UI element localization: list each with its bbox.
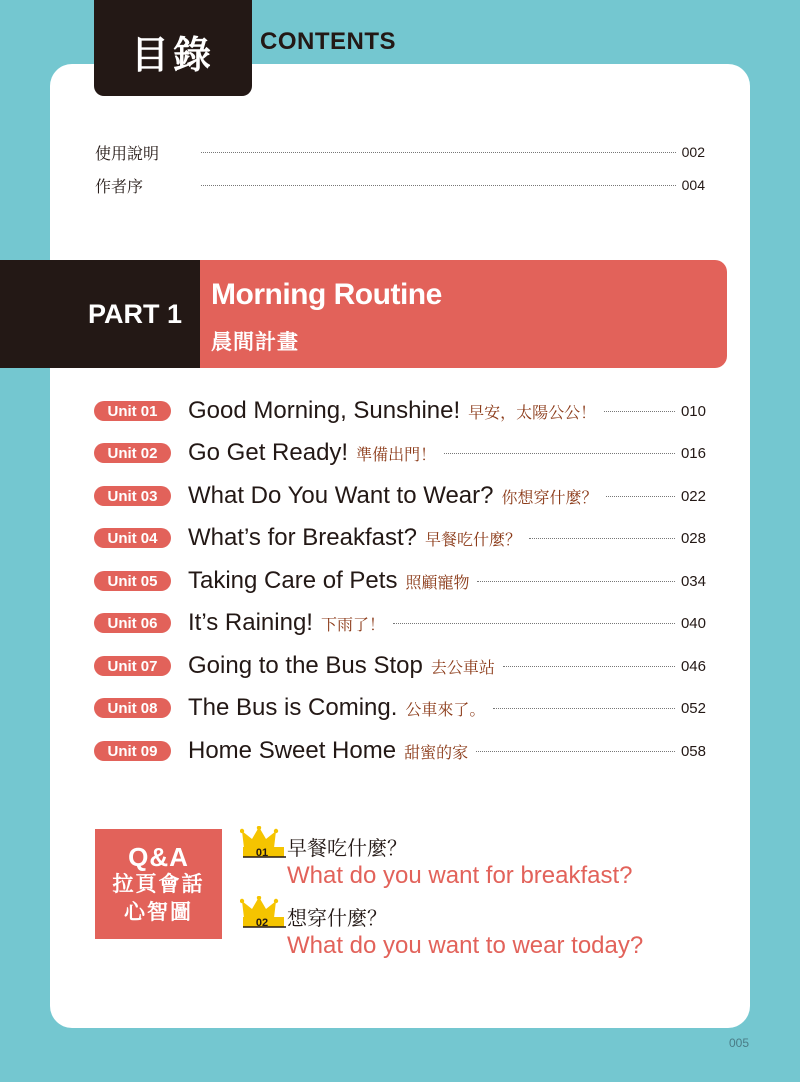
qa-number: 01 — [255, 847, 269, 858]
unit-title-en: Going to the Bus Stop — [188, 652, 423, 679]
qa-number: 02 — [255, 917, 269, 928]
unit-title-zh: 公車來了。 — [405, 701, 486, 719]
page-ref: 002 — [681, 144, 705, 160]
front-matter-label: 作者序 — [95, 178, 144, 196]
page-ref: 058 — [680, 742, 706, 760]
dot-leader — [493, 708, 675, 709]
qa-box-title: Q&A — [128, 842, 189, 872]
toc-title-zh: 目錄 — [130, 34, 215, 77]
qa-question-zh: 想穿什麼？ — [287, 908, 387, 930]
unit-badge: Unit 02 — [94, 443, 171, 463]
qa-question-en: What do you want to wear today? — [287, 932, 644, 959]
unit-title-zh: 照顧寵物 — [405, 574, 470, 592]
front-matter-row[interactable] — [95, 140, 705, 164]
unit-title-en: The Bus is Coming. — [188, 694, 398, 721]
page-ref: 046 — [680, 657, 706, 675]
unit-row[interactable] — [94, 396, 706, 426]
unit-badge: Unit 01 — [94, 401, 171, 421]
unit-title-en: It’s Raining! — [188, 609, 313, 636]
crown-icon — [240, 896, 286, 928]
unit-title-zh: 甜蜜的家 — [404, 744, 469, 762]
qa-box-subtitle: 心智圖 — [124, 901, 193, 924]
unit-badge: Unit 07 — [94, 656, 171, 676]
qa-question-en: What do you want for breakfast? — [287, 862, 633, 889]
part-title-block — [200, 260, 727, 368]
unit-row[interactable] — [94, 693, 706, 723]
part-label-block — [0, 260, 200, 368]
page-ref: 016 — [680, 444, 706, 462]
dot-leader — [529, 538, 675, 539]
dot-leader — [201, 185, 676, 186]
unit-badge: Unit 03 — [94, 486, 171, 506]
qa-box-subtitle: 拉頁會話 — [112, 873, 205, 896]
unit-row[interactable] — [94, 736, 706, 766]
unit-badge: Unit 04 — [94, 528, 171, 548]
dot-leader — [476, 751, 675, 752]
unit-title-zh: 去公車站 — [430, 659, 495, 677]
unit-title-en: Home Sweet Home — [188, 737, 397, 764]
crown-icon — [240, 826, 286, 858]
page-ref: 004 — [681, 177, 705, 193]
unit-title-en: Go Get Ready! — [188, 439, 349, 466]
unit-row[interactable] — [94, 566, 706, 596]
page-ref: 040 — [680, 614, 706, 632]
unit-row[interactable] — [94, 651, 706, 681]
page-ref: 022 — [680, 487, 706, 505]
qa-foldout-box[interactable] — [95, 829, 222, 939]
front-matter-label: 使用說明 — [95, 145, 160, 163]
unit-badge: Unit 06 — [94, 613, 171, 633]
unit-title-zh: 你想穿什麼？ — [501, 489, 598, 507]
unit-title-en: Taking Care of Pets — [188, 567, 398, 594]
unit-row[interactable] — [94, 523, 706, 553]
qa-question-zh: 早餐吃什麼？ — [287, 838, 407, 860]
dot-leader — [503, 666, 675, 667]
page-ref: 010 — [680, 402, 706, 420]
page-number: 005 — [729, 1036, 750, 1050]
page-ref: 028 — [680, 529, 706, 547]
unit-title-en: Good Morning, Sunshine! — [188, 397, 461, 424]
unit-badge: Unit 05 — [94, 571, 171, 591]
part-label: PART 1 — [87, 298, 182, 329]
unit-title-zh: 早餐吃什麼？ — [424, 531, 521, 549]
unit-row[interactable] — [94, 438, 706, 468]
unit-title-en: What’s for Breakfast? — [188, 524, 417, 551]
unit-row[interactable] — [94, 481, 706, 511]
unit-title-zh: 準備出門！ — [356, 446, 437, 464]
dot-leader — [606, 496, 675, 497]
part-title-en: Morning Routine — [211, 278, 442, 311]
toc-tab — [94, 0, 252, 96]
page-ref: 034 — [680, 572, 706, 590]
unit-row[interactable] — [94, 608, 706, 638]
dot-leader — [444, 453, 675, 454]
unit-badge: Unit 09 — [94, 741, 171, 761]
dot-leader — [477, 581, 675, 582]
front-matter-row[interactable] — [95, 173, 705, 197]
unit-badge: Unit 08 — [94, 698, 171, 718]
dot-leader — [201, 152, 676, 153]
toc-title-en: CONTENTS — [260, 28, 396, 55]
unit-title-zh: 下雨了！ — [320, 616, 385, 634]
dot-leader — [604, 411, 675, 412]
part-title-zh: 晨間計畫 — [211, 331, 299, 354]
dot-leader — [393, 623, 675, 624]
unit-title-zh: 早安，太陽公公！ — [468, 404, 597, 422]
page-ref: 052 — [680, 699, 706, 717]
unit-title-en: What Do You Want to Wear? — [188, 482, 494, 509]
